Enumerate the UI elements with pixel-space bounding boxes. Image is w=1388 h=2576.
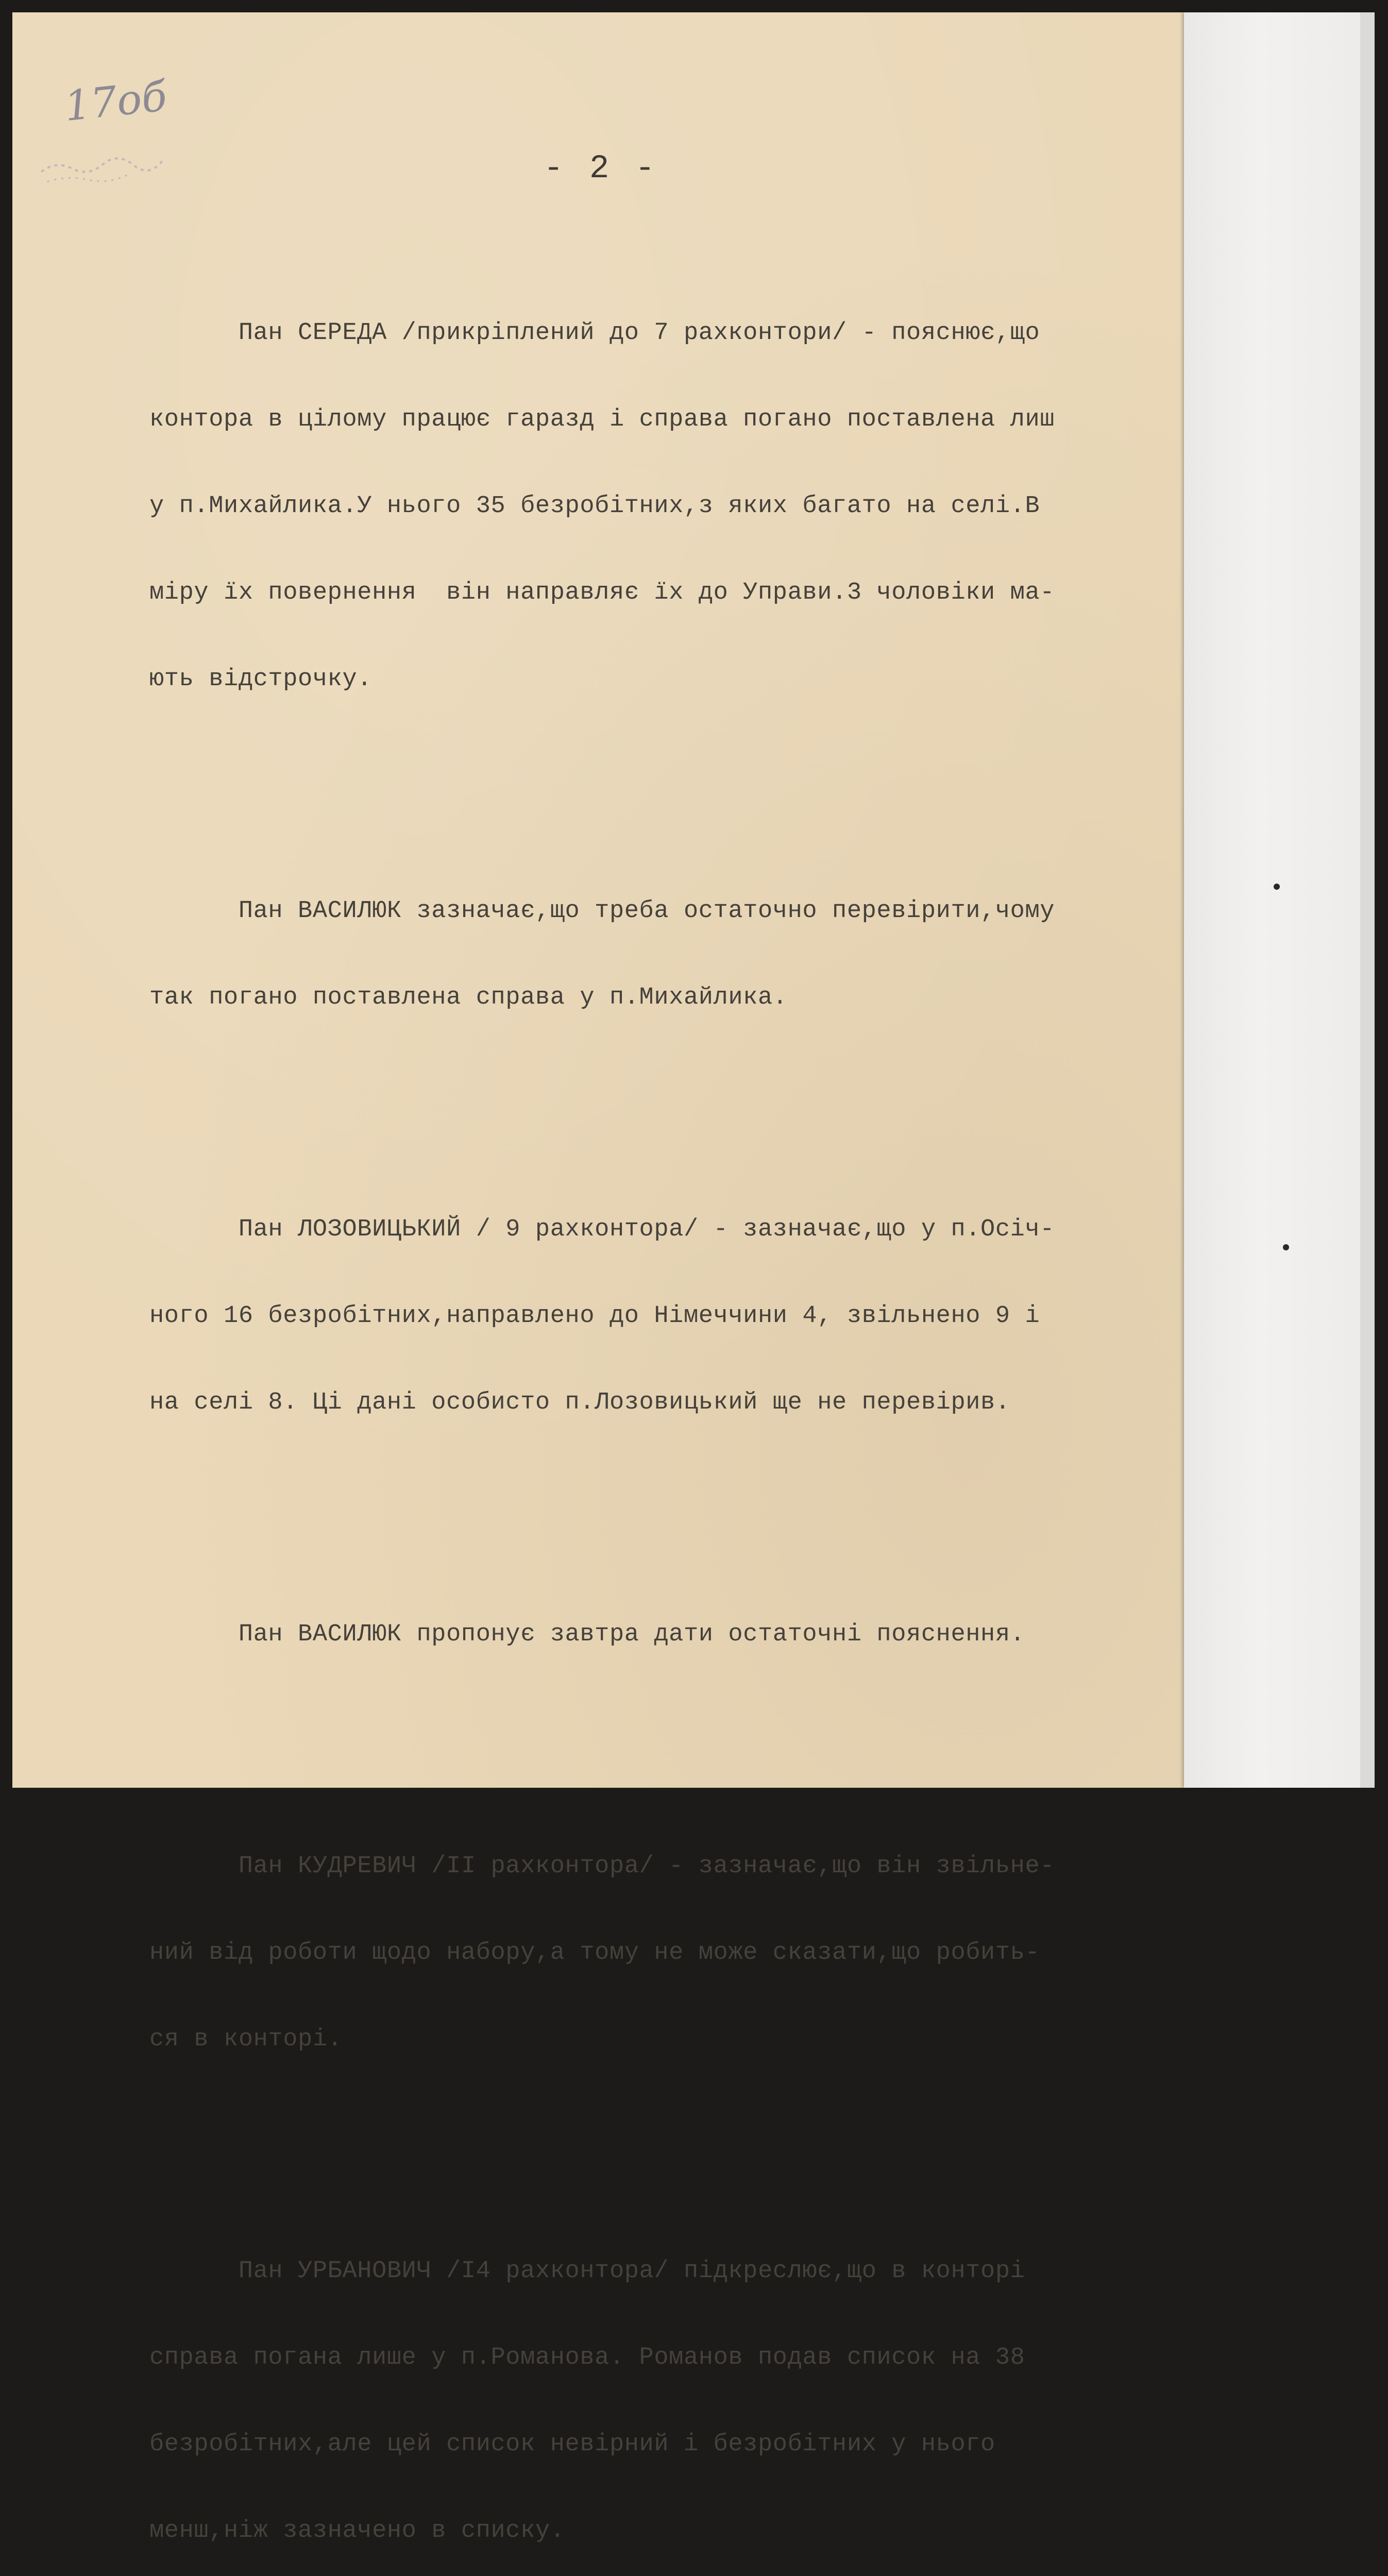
paragraph [149, 1794, 1195, 2112]
paragraph [149, 839, 1195, 1070]
text-line: міру їх повернення він направляє їх до Управи.3 чоловіки ма- [149, 579, 1055, 606]
page-number: - 2 - [544, 150, 658, 188]
paragraph [149, 2199, 1195, 2576]
document-body [149, 204, 1195, 2576]
text-line: ного 16 безробітних,направлено до Німеччини 4, звільнено 9 і [149, 1302, 1040, 1330]
text-line: Пан ЛОЗОВИЦЬКИЙ / 9 рахконтора/ - зазначає,що у п.Осіч- [149, 1216, 1055, 1243]
text-line: контора в цілому працює гаразд і справа погано поставлена лиш [149, 406, 1055, 433]
text-line: менш,ніж зазначено в списку. [149, 2517, 565, 2545]
punch-hole [1274, 884, 1280, 890]
text-line: так погано поставлена справа у п.Михайлика. [149, 984, 788, 1011]
text-line: справа погана лише у п.Романова. Романов подав список на 38 [149, 2344, 1025, 2371]
punch-hole [1283, 1244, 1289, 1250]
paragraph [149, 1563, 1195, 1707]
text-line: Пан ВАСИЛЮК зазначає,що треба остаточно перевірити,чому [149, 897, 1055, 925]
tissue-edge [1360, 12, 1375, 1788]
paragraph [149, 1158, 1195, 1475]
text-line: Пан КУДРЕВИЧ /II рахконтора/ - зазначає,що він звільне- [149, 1853, 1055, 1880]
text-line: ють відстрочку. [149, 666, 373, 693]
archive-folio-number: 17об [62, 72, 170, 131]
text-line: безробітних,але цей список невірний і безробітних у нього [149, 2431, 995, 2458]
tissue-interleaf [1184, 12, 1375, 1788]
text-line: Пан ВАСИЛЮК пропонує завтра дати остаточні пояснення. [149, 1621, 1025, 1648]
text-line: Пан СЕРЕДА /прикріплений до 7 рахконтори/ - пояснює,що [149, 319, 1040, 347]
text-line: Пан УРБАНОВИЧ /I4 рахконтора/ підкреслює,що в конторі [149, 2258, 1025, 2285]
text-line: ний від роботи щодо набору,а тому не може сказати,що робить- [149, 1939, 1040, 1967]
text-line: на селі 8. Ці дані особисто п.Лозовицький ще не перевірив. [149, 1389, 1010, 1416]
text-line: ся в конторі. [149, 2026, 343, 2053]
text-line: у п.Михайлика.У нього 35 безробітних,з яких багато на селі.В [149, 493, 1040, 520]
paragraph [149, 261, 1195, 752]
